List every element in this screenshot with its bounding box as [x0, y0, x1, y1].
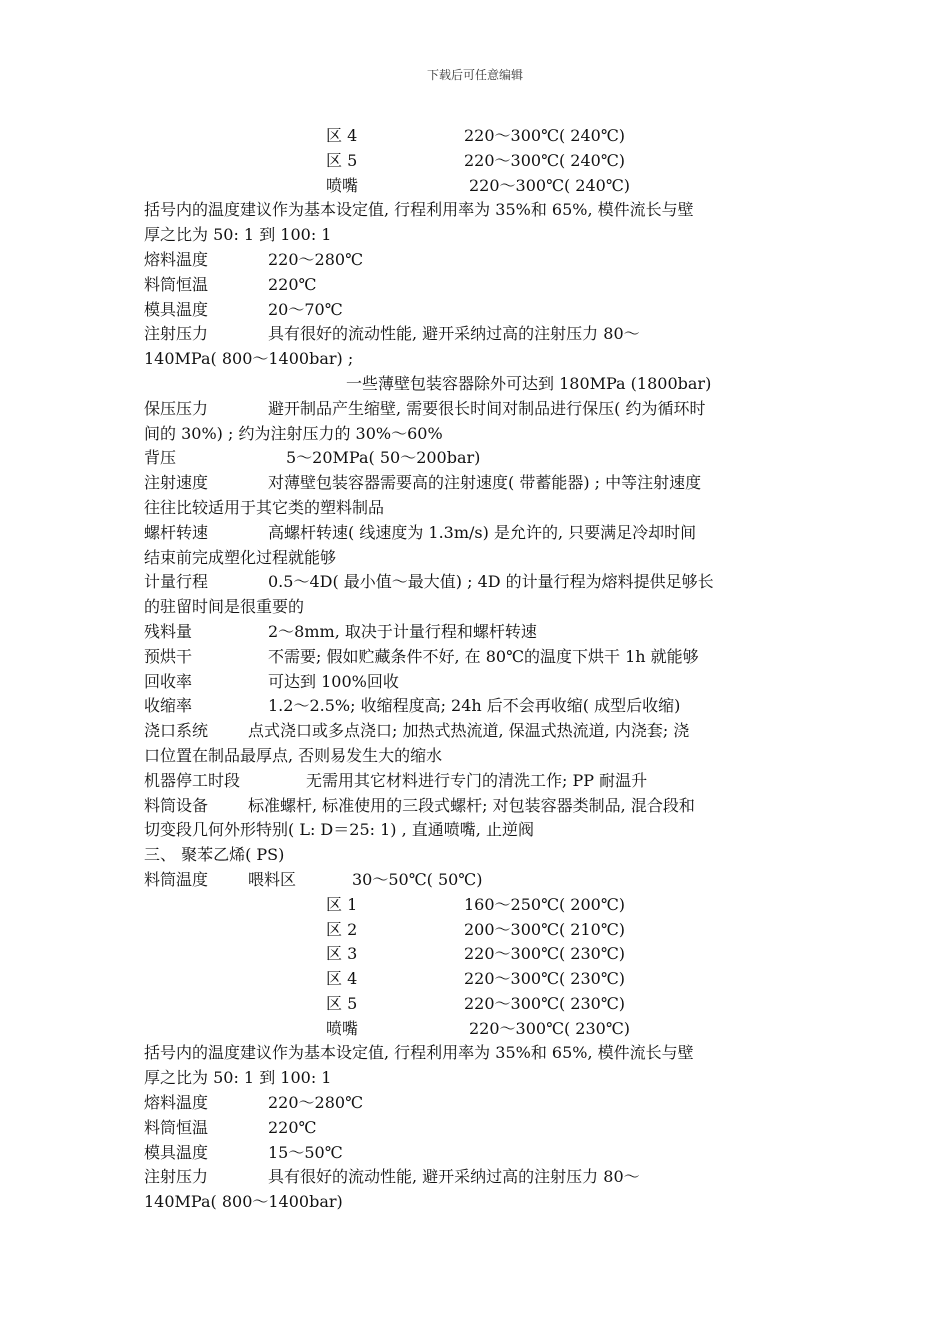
zone-value: 220～300℃( 240℃): [464, 150, 625, 170]
param-label: 预烘干: [144, 646, 193, 666]
param-value: 可达到 100%回收: [268, 671, 399, 691]
param-label: 浇口系统: [144, 721, 209, 741]
param-label: 熔料温度: [144, 1093, 209, 1113]
param-continuation: 结束前完成塑化过程就能够: [144, 547, 337, 567]
param-label: 料筒温度: [144, 869, 209, 889]
param-value: 0.5～4D( 最小值～最大值) ; 4D 的计量行程为熔料提供足够长: [268, 572, 714, 592]
param-label: 计量行程: [144, 572, 209, 592]
injection-pressure-row: [144, 1165, 814, 1190]
zone-value: 220～300℃( 230℃): [469, 1018, 630, 1038]
barrel-temp-row: [144, 868, 814, 893]
zone-name: 区 1: [326, 894, 358, 914]
param-value: 无需用其它材料进行专门的清洗工作; PP 耐温升: [306, 770, 648, 790]
zone-name: 喷嘴: [326, 1018, 359, 1038]
param-sublabel: 喂料区: [248, 869, 297, 889]
zone-name: 区 5: [326, 150, 358, 170]
param-continuation: 切变段几何外形特别( L: D＝25: 1) , 直通喷嘴, 止逆阀: [144, 820, 534, 840]
param-label: 保压压力: [144, 398, 209, 418]
section-heading: 三、 聚苯乙烯( PS): [144, 845, 285, 865]
note-line: 括号内的温度建议作为基本设定值, 行程利用率为 35%和 65%, 模件流长与壁: [144, 200, 694, 220]
param-value: 220℃: [268, 1117, 317, 1137]
param-label: 收缩率: [144, 696, 193, 716]
melt-temp-row: [144, 248, 814, 273]
param-continuation: 140MPa( 800～1400bar): [144, 1192, 343, 1212]
param-value: 具有很好的流动性能, 避开采纳过高的注射压力 80～: [268, 1167, 640, 1187]
hold-pressure-row: [144, 397, 814, 422]
param-value: 点式浇口或多点浇口; 加热式热流道, 保温式热流道, 内浇套; 浇: [248, 721, 690, 741]
melt-temp-row: [144, 1091, 814, 1116]
screw-speed-row: [144, 521, 814, 546]
param-value: 标准螺杆, 标准使用的三段式螺杆; 对包装容器类制品, 混合段和: [248, 795, 695, 815]
metering-row: [144, 570, 814, 595]
param-continuation: 口位置在制品最厚点, 否则易发生大的缩水: [144, 745, 443, 765]
param-value: 220～280℃: [268, 249, 363, 269]
param-value: 220～280℃: [268, 1093, 363, 1113]
zone-value: 160～250℃( 200℃): [464, 894, 625, 914]
gate-row: [144, 719, 814, 744]
note-line: 厚之比为 50: 1 到 100: 1: [144, 1068, 332, 1088]
param-continuation: 一些薄壁包装容器除外可达到 180MPa (1800bar): [346, 373, 712, 393]
param-label: 熔料温度: [144, 249, 209, 269]
zone-row: [144, 893, 814, 918]
zone-value: 220～300℃( 230℃): [464, 944, 625, 964]
param-label: 注射速度: [144, 473, 209, 493]
param-value: 1.2～2.5%; 收缩程度高; 24h 后不会再收缩( 成型后收缩): [268, 696, 681, 716]
recycle-row: [144, 670, 814, 695]
zone-name: 区 3: [326, 944, 358, 964]
param-label: 机器停工时段: [144, 770, 241, 790]
param-value: 220℃: [268, 274, 317, 294]
param-label: 模具温度: [144, 299, 209, 319]
zone-row: [144, 992, 814, 1017]
param-label: 回收率: [144, 671, 193, 691]
zone-row: [144, 124, 814, 149]
note-line: 括号内的温度建议作为基本设定值, 行程利用率为 35%和 65%, 模件流长与壁: [144, 1043, 694, 1063]
barrel-hold-row: [144, 273, 814, 298]
param-value: 5～20MPa( 50～200bar): [286, 448, 481, 468]
shrinkage-row: [144, 694, 814, 719]
param-label: 料筒恒温: [144, 274, 209, 294]
param-value: 2～8mm, 取决于计量行程和螺杆转速: [268, 621, 537, 641]
mold-temp-row: [144, 1141, 814, 1166]
zone-row: [144, 967, 814, 992]
zone-value: 220～300℃( 230℃): [464, 993, 625, 1013]
zone-row: [144, 942, 814, 967]
param-label: 料筒设备: [144, 795, 209, 815]
zone-name: 区 5: [326, 993, 358, 1013]
zone-value: 220～300℃( 240℃): [464, 126, 625, 145]
param-label: 螺杆转速: [144, 522, 209, 542]
param-value: 20～70℃: [268, 299, 343, 319]
note-line: 厚之比为 50: 1 到 100: 1: [144, 225, 332, 245]
zone-row: [144, 174, 814, 199]
zone-value: 200～300℃( 210℃): [464, 919, 625, 939]
param-continuation: 140MPa( 800～1400bar) ;: [144, 349, 354, 369]
param-label: 背压: [144, 448, 177, 468]
barrel-hold-row: [144, 1116, 814, 1141]
param-label: 注射压力: [144, 1167, 209, 1187]
param-value: 高螺杆转速( 线速度为 1.3m/s) 是允许的, 只要满足冷却时间: [268, 522, 697, 542]
page-header: 下载后可任意编辑: [426, 68, 523, 82]
injection-pressure-row: [144, 322, 814, 347]
zone-value: 220～300℃( 240℃): [469, 175, 630, 195]
param-value: 15～50℃: [268, 1142, 343, 1162]
mold-temp-row: [144, 298, 814, 323]
param-continuation: 往往比较适用于其它类的塑料制品: [144, 497, 385, 517]
zone-row: [144, 1017, 814, 1042]
param-value: 30～50℃( 50℃): [352, 869, 483, 889]
param-label: 注射压力: [144, 324, 209, 344]
param-label: 料筒恒温: [144, 1117, 209, 1137]
injection-speed-row: [144, 471, 814, 496]
cushion-row: [144, 620, 814, 645]
document-body: [144, 124, 814, 1215]
shutdown-row: [144, 769, 814, 794]
zone-name: 喷嘴: [326, 175, 359, 195]
zone-name: 区 4: [326, 126, 358, 145]
barrel-equipment-row: [144, 794, 814, 819]
param-value: 对薄壁包装容器需要高的注射速度( 带蓄能器) ; 中等注射速度: [268, 473, 702, 493]
param-value: 不需要; 假如贮藏条件不好, 在 80℃的温度下烘干 1h 就能够: [268, 646, 699, 666]
zone-row: [144, 149, 814, 174]
param-continuation: 间的 30%) ; 约为注射压力的 30%～60%: [144, 423, 443, 443]
zone-name: 区 4: [326, 969, 358, 989]
param-label: 模具温度: [144, 1142, 209, 1162]
zone-row: [144, 918, 814, 943]
param-label: 残料量: [144, 621, 193, 641]
back-pressure-row: [144, 446, 814, 471]
param-value: 避开制品产生缩壁, 需要很长时间对制品进行保压( 约为循环时: [268, 398, 706, 418]
param-value: 具有很好的流动性能, 避开采纳过高的注射压力 80～: [268, 324, 640, 344]
zone-value: 220～300℃( 230℃): [464, 969, 625, 989]
zone-name: 区 2: [326, 919, 358, 939]
param-continuation: 的驻留时间是很重要的: [144, 597, 305, 617]
predry-row: [144, 645, 814, 670]
